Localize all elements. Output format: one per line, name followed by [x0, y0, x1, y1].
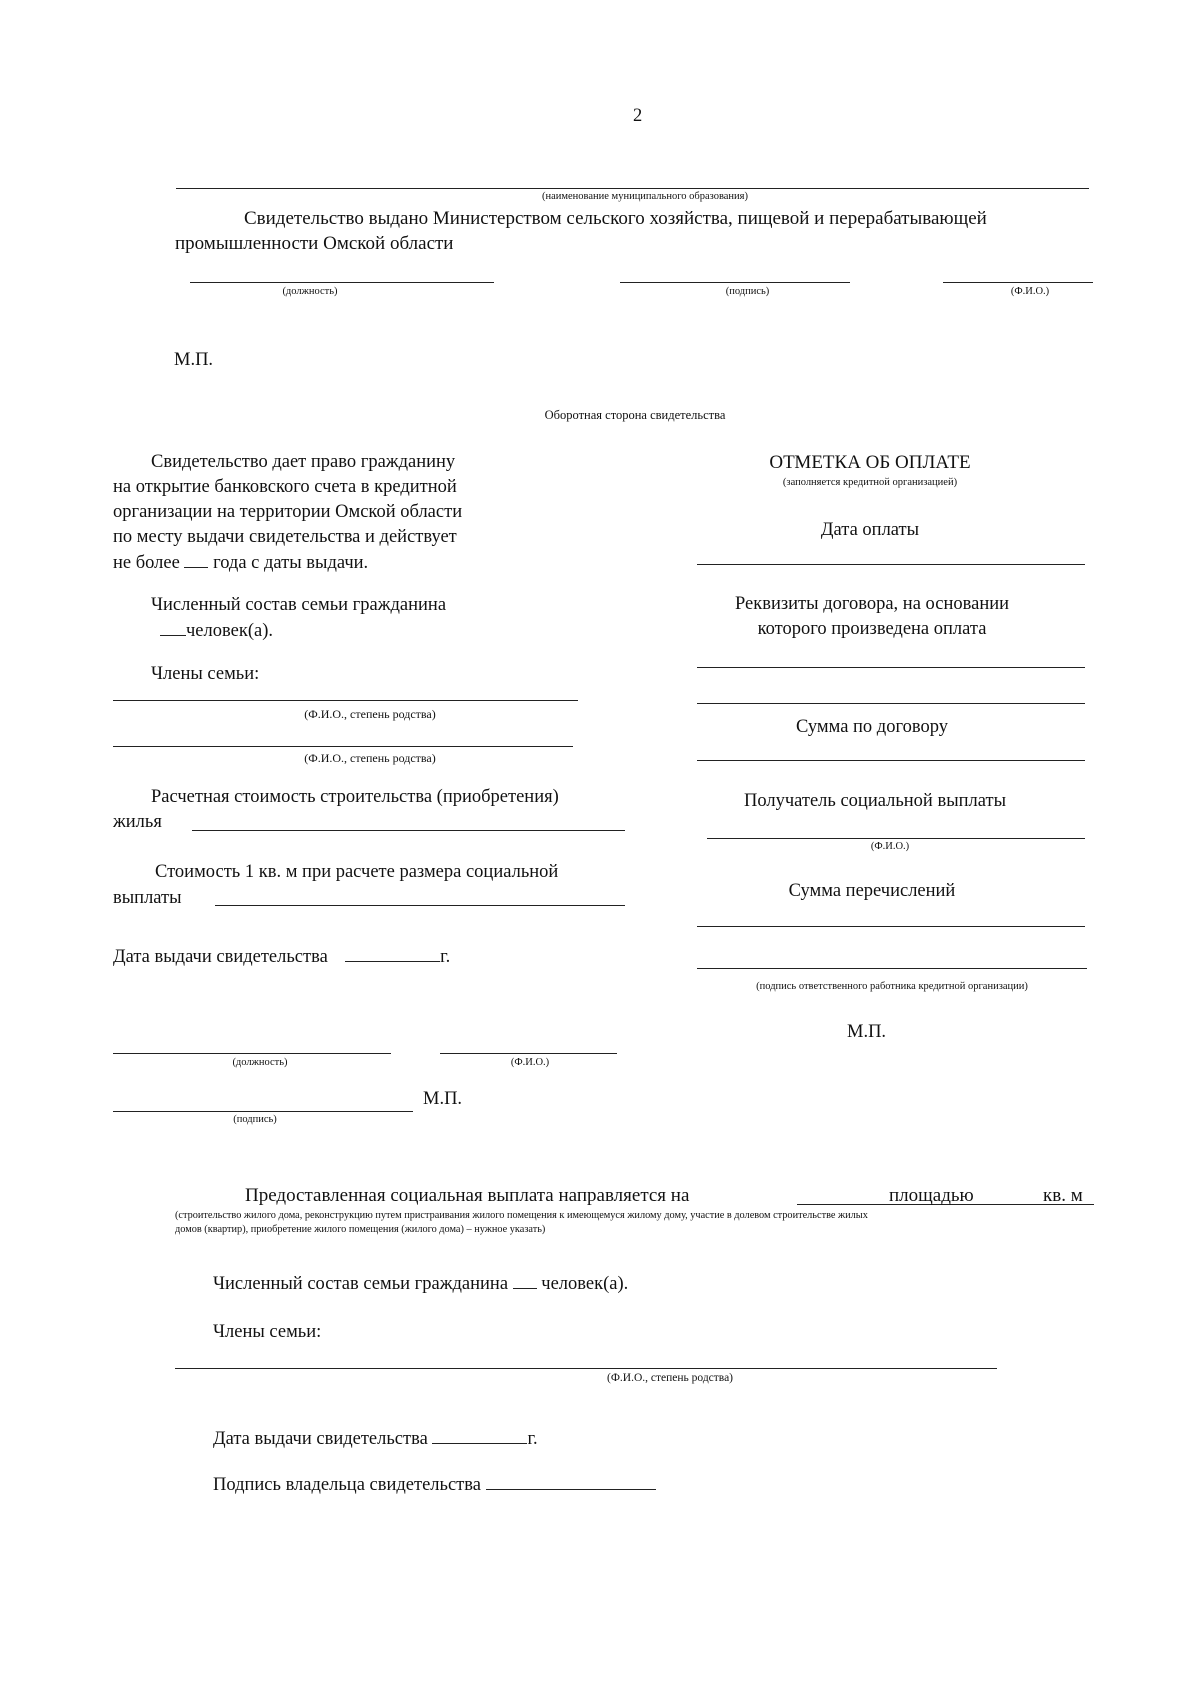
payout-note-line-2: домов (квартир), приобретение жилого помещения (жилого дома) – нужное указать) [175, 1224, 546, 1235]
payment-subtitle: (заполняется кредитной организацией) [782, 477, 958, 488]
bottom-issue-date [213, 1428, 538, 1450]
payout-note-line-1: (строительство жилого дома, реконструкцию путем пристраивания жилого помещения к имеющемуся жилому дому, участие в долевом строительстве жилых [175, 1210, 868, 1221]
bottom-family-count-prefix: Численный состав семьи гражданина [213, 1274, 509, 1294]
payout-area: площадью [889, 1185, 974, 1206]
bottom-issue-date-label: Дата выдачи свидетельства [213, 1429, 428, 1449]
signature-caption-left: (подпись) [233, 1114, 277, 1125]
contract-sum-line [697, 760, 1085, 761]
stamp-top: М.П. [174, 350, 214, 370]
payment-title: ОТМЕТКА ОБ ОПЛАТЕ [769, 452, 971, 473]
member-line-2 [113, 746, 573, 747]
officer-caption: (подпись ответственного работника кредитной организации) [756, 981, 1028, 992]
cost-line-2: жилья [113, 812, 162, 832]
fio-line-left [440, 1053, 617, 1054]
family-count-line-2 [160, 620, 273, 642]
stamp-right: М.П. [847, 1022, 887, 1042]
members-label-left: Члены семьи: [151, 664, 260, 684]
fio-caption: (Ф.И.О.) [1010, 286, 1050, 297]
issue-date-blank-left [345, 946, 440, 962]
family-count-line-1: Численный состав семьи гражданина [151, 595, 447, 615]
sqm-line-1: Стоимость 1 кв. м при расчете размера социальной [155, 862, 559, 882]
recipient-line [707, 838, 1085, 839]
bottom-member-line [175, 1368, 997, 1369]
rights-suffix: года с даты выдачи. [213, 553, 369, 573]
bottom-family-count-suffix: человек(а). [541, 1274, 629, 1294]
municipality-caption: (наименование муниципального образования) [541, 191, 749, 202]
rights-line-4: по месту выдачи свидетельства и действует [113, 527, 457, 547]
years-blank [184, 552, 208, 568]
member-caption-2: (Ф.И.О., степень родства) [304, 751, 436, 765]
bottom-family-count-blank [513, 1273, 537, 1289]
member-line-1 [113, 700, 578, 701]
page-number: 2 [633, 106, 643, 126]
recipient-caption: (Ф.И.О.) [870, 841, 910, 852]
contract-line-2: которого произведена оплата [757, 619, 987, 639]
issue-date-left [113, 946, 450, 968]
contract-line-a [697, 667, 1085, 668]
stamp-left: М.П. [423, 1089, 463, 1109]
position-caption: (должность) [282, 286, 338, 297]
bottom-family-count [213, 1273, 628, 1295]
family-count-suffix: человек(а). [186, 621, 273, 641]
cost-line-1: Расчетная стоимость строительства (приобретения) [151, 787, 559, 807]
bottom-issue-date-blank [432, 1428, 527, 1444]
rights-line-5 [113, 552, 368, 574]
issue-date-label-left: Дата выдачи свидетельства [113, 947, 328, 967]
signature-caption: (подпись) [725, 286, 770, 297]
recipient-label: Получатель социальной выплаты [744, 791, 1006, 811]
family-count-blank [160, 620, 186, 636]
position-line-left [113, 1053, 391, 1054]
owner-signature-label: Подпись владельца свидетельства [213, 1475, 481, 1495]
issued-by-line-2: промышленности Омской области [175, 233, 454, 254]
transfer-sum-line [697, 926, 1085, 927]
issue-date-suffix-left: г. [440, 947, 451, 967]
signature-line [620, 282, 850, 283]
municipality-line [176, 188, 1089, 189]
rights-line-3: организации на территории Омской области [113, 502, 463, 522]
cost-line [192, 830, 625, 831]
signature-line-left [113, 1111, 413, 1112]
owner-signature-blank [486, 1474, 656, 1490]
reverse-title: Оборотная сторона свидетельства [544, 408, 726, 422]
contract-line-b [697, 703, 1085, 704]
contract-sum-label: Сумма по договору [796, 717, 948, 737]
member-caption-1: (Ф.И.О., степень родства) [304, 707, 436, 721]
payment-date-line [697, 564, 1085, 565]
sqm-line [215, 905, 625, 906]
officer-signature-line [697, 968, 1087, 969]
payment-date-label: Дата оплаты [820, 520, 920, 540]
bottom-issue-date-suffix: г. [527, 1429, 538, 1449]
fio-caption-left: (Ф.И.О.) [510, 1057, 550, 1068]
rights-prefix: не более [113, 553, 180, 573]
issued-by-line-1: Свидетельство выдано Министерством сельского хозяйства, пищевой и перерабатывающей [244, 208, 987, 229]
bottom-members-label: Члены семьи: [213, 1322, 322, 1342]
fio-line [943, 282, 1093, 283]
contract-line-1: Реквизиты договора, на основании [734, 594, 1010, 614]
transfer-sum-label: Сумма перечислений [788, 881, 956, 901]
payout-unit: кв. м [1043, 1185, 1083, 1206]
rights-line-1: Свидетельство дает право гражданину [151, 452, 456, 472]
bottom-member-caption: (Ф.И.О., степень родства) [606, 1372, 734, 1384]
position-caption-left: (должность) [232, 1057, 288, 1068]
payout-prefix: Предоставленная социальная выплата направляется на [245, 1185, 690, 1206]
rights-line-2: на открытие банковского счета в кредитной [113, 477, 457, 497]
sqm-line-2: выплаты [113, 888, 182, 908]
owner-signature [213, 1474, 656, 1496]
position-line [190, 282, 494, 283]
